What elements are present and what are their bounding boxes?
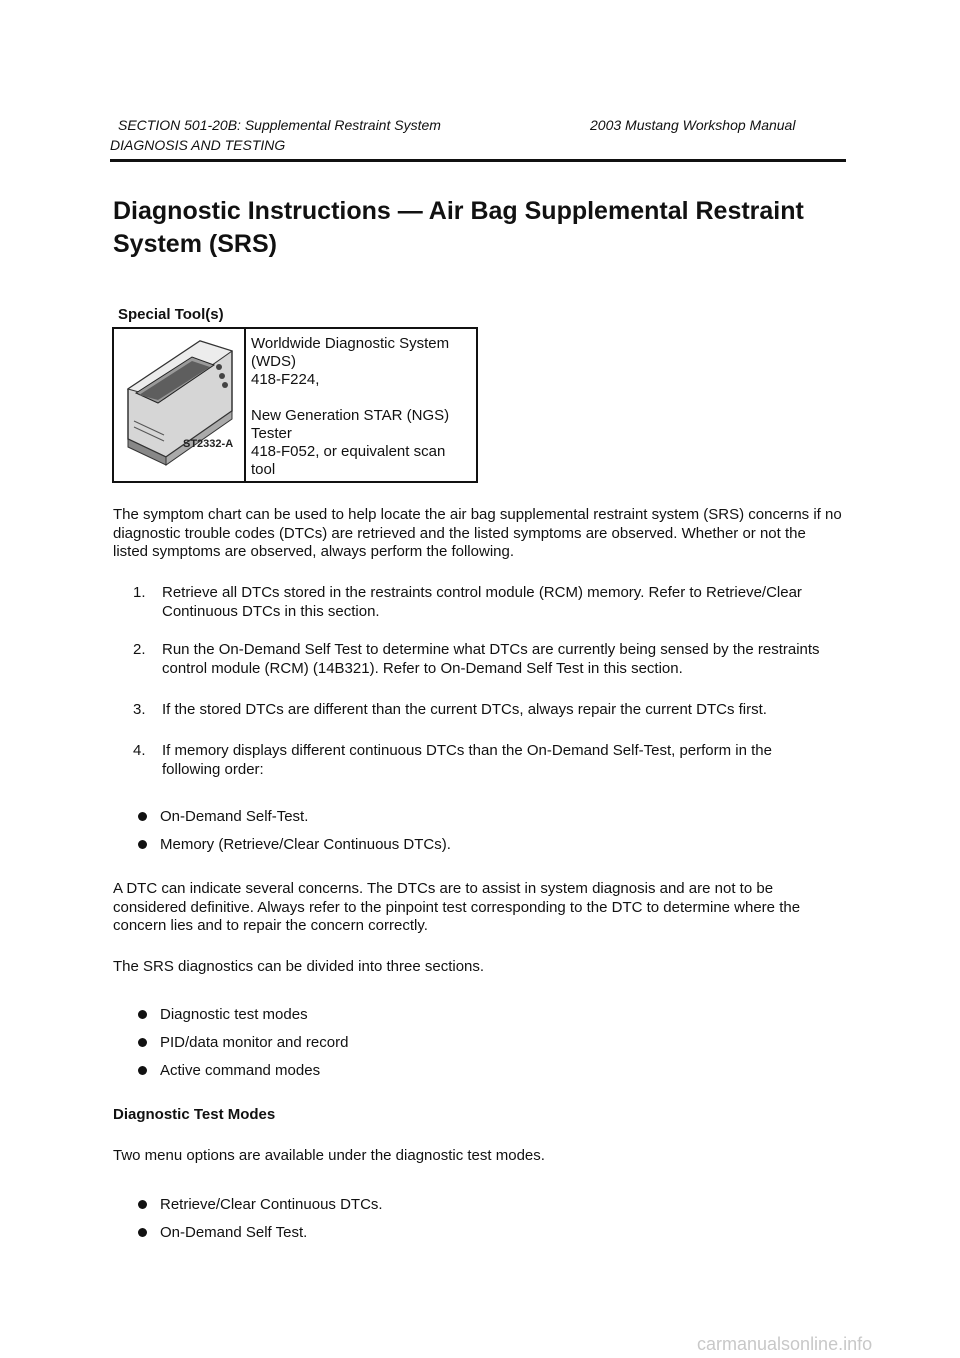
step-number: 1. xyxy=(133,584,146,601)
step-item xyxy=(133,584,833,621)
scan-tool-image xyxy=(114,329,246,481)
list-item xyxy=(138,1034,348,1051)
special-tools-table xyxy=(112,327,478,483)
list-item-text: On-Demand Self Test. xyxy=(160,1224,308,1241)
bullet-icon xyxy=(138,1038,147,1047)
dtc-paragraph: A DTC can indicate several concerns. The DTCs are to assist in system diagnosis and are not to be considered definitive. Always refer to the pinpoint test corresponding to the DTC to determine where the concern lies and to repair the concern correctly. xyxy=(113,880,801,934)
step-item xyxy=(133,701,833,720)
bullet-icon xyxy=(138,1228,147,1237)
bullet-icon xyxy=(138,812,147,821)
bullet-icon xyxy=(138,1010,147,1019)
header-section: SECTION 501-20B: Supplemental Restraint System xyxy=(118,117,441,133)
list-item xyxy=(138,836,451,853)
list-item-text: Retrieve/Clear Continuous DTCs. xyxy=(160,1196,383,1213)
bullet-icon xyxy=(138,1066,147,1075)
list-item xyxy=(138,1006,308,1023)
step-item xyxy=(133,742,833,779)
list-item xyxy=(138,1224,307,1241)
list-item-text: On-Demand Self-Test. xyxy=(160,808,309,825)
header-manual: 2003 Mustang Workshop Manual xyxy=(590,117,796,133)
image-code-label: ST2332-A xyxy=(183,438,234,450)
intro-paragraph: The symptom chart can be used to help locate the air bag supplemental restraint system (SRS) concerns if no diagnostic trouble codes (DTCs) are retrieved and the listed symptoms are observed. Whether or not the listed symptoms are observed, always perform the following. xyxy=(113,506,842,560)
header-subsection: DIAGNOSIS AND TESTING xyxy=(110,137,286,153)
step-text: If memory displays different continuous DTCs than the On-Demand Self-Test, perform in the following order: xyxy=(162,742,772,778)
list-item-text: Diagnostic test modes xyxy=(160,1006,308,1023)
header-rule xyxy=(110,159,846,162)
step-number: 2. xyxy=(133,641,146,658)
list-item xyxy=(138,808,308,825)
step-number: 4. xyxy=(133,742,146,759)
page-title: Diagnostic Instructions — Air Bag Supplemental Restraint System (SRS) xyxy=(113,197,804,258)
tool-description: Worldwide Diagnostic System (WDS) 418-F224, New Generation STAR (NGS) Tester 418-F052, or equivalent scan tool xyxy=(251,335,450,478)
watermark: carmanualsonline.info xyxy=(697,1334,873,1354)
step-text: Retrieve all DTCs stored in the restraints control module (RCM) memory. Refer to Retrieve/Clear Continuous DTCs in this section. xyxy=(162,584,802,620)
srs-paragraph: The SRS diagnostics can be divided into three sections. xyxy=(113,958,485,975)
list-item-text: PID/data monitor and record xyxy=(160,1034,349,1051)
bullet-icon xyxy=(138,1200,147,1209)
list-item-text: Active command modes xyxy=(160,1062,321,1079)
step-item xyxy=(133,641,833,678)
scan-tool-icon xyxy=(114,329,242,479)
test-modes-paragraph: Two menu options are available under the diagnostic test modes. xyxy=(113,1147,545,1164)
step-text: If the stored DTCs are different than the current DTCs, always repair the current DTCs first. xyxy=(162,701,767,718)
test-modes-heading: Diagnostic Test Modes xyxy=(113,1106,276,1123)
bullet-icon xyxy=(138,840,147,849)
step-text: Run the On-Demand Self Test to determine what DTCs are currently being sensed by the restraints control module (RCM) (14B321). Refer to On-Demand Self Test in this section. xyxy=(162,641,820,677)
special-tools-label: Special Tool(s) xyxy=(118,306,224,323)
list-item xyxy=(138,1196,383,1213)
step-number: 3. xyxy=(133,701,146,718)
list-item-text: Memory (Retrieve/Clear Continuous DTCs). xyxy=(160,836,451,853)
list-item xyxy=(138,1062,320,1079)
